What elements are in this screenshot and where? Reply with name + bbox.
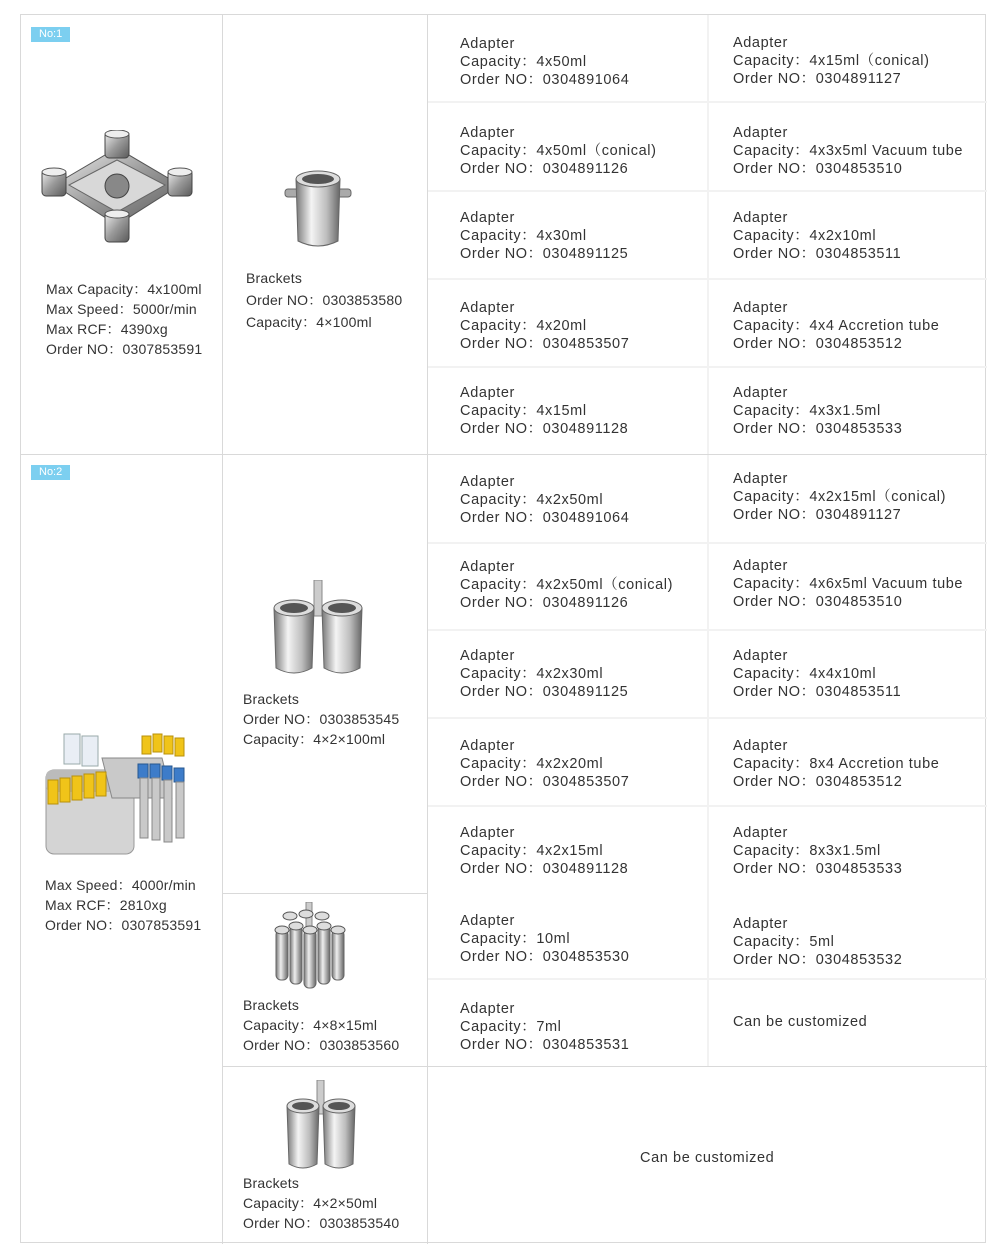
- divider: [428, 542, 987, 544]
- bracket-order-no: Order NO：0303853545: [243, 711, 400, 727]
- adapter-capacity: Capacity：4x2x50ml（conical): [460, 577, 674, 593]
- adapter-title: Adapter: [733, 471, 788, 487]
- rotor-specs: [46, 279, 202, 359]
- adapter-cell: [733, 124, 963, 178]
- adapter-title: Adapter: [460, 1001, 515, 1017]
- adapter-title: Adapter: [733, 825, 788, 841]
- adapter-cell: [733, 824, 902, 878]
- bracket-title: Brackets: [243, 997, 300, 1013]
- bracket-capacity: Capacity：4×2×50ml: [243, 1195, 378, 1211]
- adapter-title: Adapter: [733, 385, 788, 401]
- adapter-cell: [733, 384, 902, 438]
- adapter-cell: [733, 209, 901, 263]
- double-bucket-small-image: [283, 1080, 359, 1174]
- adapter-order-no: Order NO：0304853533: [733, 421, 903, 437]
- bracket-info: [246, 267, 402, 333]
- adapter-title: Adapter: [460, 559, 515, 575]
- adapter-capacity: Capacity：4x2x10ml: [733, 228, 877, 244]
- adapter-capacity: Capacity：4x50ml（conical): [460, 143, 657, 159]
- rotor-specs: [45, 875, 201, 935]
- divider: [428, 978, 987, 980]
- customizable-note: Can be customized: [640, 1150, 775, 1166]
- adapter-order-no: Order NO：0304891126: [460, 595, 629, 611]
- adapter-cell: [733, 915, 902, 969]
- divider: [428, 278, 987, 280]
- bracket-capacity: Capacity：4×100ml: [246, 314, 372, 330]
- adapter-title: Adapter: [733, 300, 788, 316]
- adapter-cell: [733, 299, 939, 353]
- double-bucket-image: [270, 580, 366, 678]
- adapter-title: Adapter: [460, 300, 515, 316]
- adapter-order-no: Order NO：0304853530: [460, 949, 630, 965]
- adapter-capacity: Capacity：4x15ml（conical): [733, 53, 930, 69]
- section-tag: No:2: [31, 465, 70, 480]
- adapter-capacity: Capacity：4x30ml: [460, 228, 587, 244]
- divider: [428, 717, 987, 719]
- adapter-capacity: Capacity：7ml: [460, 1019, 562, 1035]
- adapter-capacity: Capacity：4x2x20ml: [460, 756, 604, 772]
- swing-rotor-image: [40, 130, 195, 248]
- section-divider: [21, 454, 987, 455]
- adapter-order-no: Order NO：0304891127: [733, 71, 902, 87]
- adapter-title: Adapter: [460, 474, 515, 490]
- adapter-capacity: Capacity：4x3x1.5ml: [733, 403, 881, 419]
- adapter-cell: [733, 34, 930, 88]
- adapter-title: Adapter: [460, 385, 515, 401]
- adapter-title: Adapter: [460, 210, 515, 226]
- adapter-title: Adapter: [460, 738, 515, 754]
- divider: [707, 15, 709, 1066]
- bracket-info: [243, 995, 399, 1055]
- adapter-capacity: Capacity：5ml: [733, 934, 835, 950]
- adapter-order-no: Order NO：0304853507: [460, 774, 630, 790]
- adapter-cell: [733, 557, 963, 611]
- divider: [222, 1066, 427, 1067]
- adapter-title: Adapter: [733, 125, 788, 141]
- adapter-order-no: Order NO：0304891064: [460, 72, 630, 88]
- adapter-capacity: Capacity：8x4 Accretion tube: [733, 756, 940, 772]
- bracket-order-no: Order NO：0303853560: [243, 1037, 400, 1053]
- adapter-cell: [460, 1000, 629, 1054]
- bracket-capacity: Capacity：4×8×15ml: [243, 1017, 378, 1033]
- adapter-order-no: Order NO：0304891126: [460, 161, 629, 177]
- adapter-capacity: Capacity：4x4 Accretion tube: [733, 318, 940, 334]
- bracket-capacity: Capacity：4×2×100ml: [243, 731, 386, 747]
- adapter-cell: [460, 558, 673, 612]
- section-tag: No:1: [31, 27, 70, 42]
- adapter-cell: [460, 124, 657, 178]
- adapter-cell: [460, 737, 629, 791]
- adapter-capacity: Capacity：4x20ml: [460, 318, 587, 334]
- adapter-capacity: Capacity：4x3x5ml Vacuum tube: [733, 143, 964, 159]
- adapter-cell: [460, 824, 628, 878]
- divider: [222, 15, 223, 1244]
- adapter-capacity: Capacity：4x4x10ml: [733, 666, 877, 682]
- adapter-capacity: Capacity：4x2x15ml（conical): [733, 489, 947, 505]
- bracket-title: Brackets: [246, 270, 303, 286]
- max-speed: Max Speed：5000r/min: [46, 301, 197, 317]
- adapter-title: Adapter: [733, 558, 788, 574]
- adapter-title: Adapter: [460, 36, 515, 52]
- adapter-capacity: Capacity：4x2x50ml: [460, 492, 604, 508]
- adapter-capacity: Capacity：4x2x15ml: [460, 843, 604, 859]
- adapter-order-no: Order NO：0304891128: [460, 421, 629, 437]
- customizable-note: Can be customized: [733, 1014, 868, 1030]
- order-no: Order NO：0307853591: [46, 341, 203, 357]
- adapter-cell: [460, 912, 629, 966]
- adapter-cell: [460, 473, 629, 527]
- adapter-capacity: Capacity：4x6x5ml Vacuum tube: [733, 576, 964, 592]
- bracket-info: [243, 1173, 399, 1233]
- bracket-title: Brackets: [243, 1175, 300, 1191]
- adapter-order-no: Order NO：0304853507: [460, 336, 630, 352]
- adapter-capacity: Capacity：4x2x30ml: [460, 666, 604, 682]
- max-rcf: Max RCF：2810xg: [45, 897, 167, 913]
- adapter-order-no: Order NO：0304853510: [733, 594, 903, 610]
- bracket-order-no: Order NO：0303853540: [243, 1215, 400, 1231]
- adapter-cell: [460, 35, 629, 89]
- adapter-title: Adapter: [733, 35, 788, 51]
- max-speed: Max Speed：4000r/min: [45, 877, 196, 893]
- adapter-title: Adapter: [733, 210, 788, 226]
- adapter-order-no: Order NO：0304891064: [460, 510, 630, 526]
- bracket-info: [243, 689, 399, 749]
- adapter-capacity: Capacity：10ml: [460, 931, 571, 947]
- adapter-capacity: Capacity：8x3x1.5ml: [733, 843, 881, 859]
- bracket-title: Brackets: [243, 691, 300, 707]
- divider: [428, 629, 987, 631]
- adapter-capacity: Capacity：4x50ml: [460, 54, 587, 70]
- multi-tube-bucket-image: [272, 902, 348, 990]
- adapter-order-no: Order NO：0304853510: [733, 161, 903, 177]
- adapter-cell: [460, 384, 628, 438]
- adapter-order-no: Order NO：0304891128: [460, 861, 629, 877]
- adapter-title: Adapter: [733, 648, 788, 664]
- adapter-order-no: Order NO：0304853532: [733, 952, 903, 968]
- rotor-with-tubes-image: [42, 728, 197, 858]
- adapter-title: Adapter: [460, 125, 515, 141]
- adapter-cell: [733, 737, 939, 791]
- divider: [222, 893, 427, 894]
- divider: [428, 101, 987, 103]
- bracket-order-no: Order NO：0303853580: [246, 292, 403, 308]
- divider: [427, 1066, 987, 1067]
- adapter-order-no: Order NO：0304853533: [733, 861, 903, 877]
- adapter-title: Adapter: [460, 913, 515, 929]
- bucket-image: [283, 167, 353, 251]
- order-no: Order NO：0307853591: [45, 917, 202, 933]
- adapter-order-no: Order NO：0304853512: [733, 774, 903, 790]
- max-rcf: Max RCF：4390xg: [46, 321, 168, 337]
- adapter-title: Adapter: [460, 648, 515, 664]
- adapter-title: Adapter: [733, 916, 788, 932]
- adapter-order-no: Order NO：0304853511: [733, 246, 902, 262]
- divider: [428, 190, 987, 192]
- adapter-title: Adapter: [460, 825, 515, 841]
- adapter-cell: [460, 209, 628, 263]
- adapter-capacity: Capacity：4x15ml: [460, 403, 587, 419]
- adapter-order-no: Order NO：0304891125: [460, 246, 629, 262]
- adapter-cell: [733, 470, 946, 524]
- divider: [428, 805, 987, 807]
- adapter-order-no: Order NO：0304853512: [733, 336, 903, 352]
- adapter-order-no: Order NO：0304891127: [733, 507, 902, 523]
- divider: [428, 366, 987, 368]
- adapter-cell: [733, 647, 901, 701]
- adapter-title: Adapter: [733, 738, 788, 754]
- adapter-order-no: Order NO：0304891125: [460, 684, 629, 700]
- max-capacity: Max Capacity：4x100ml: [46, 281, 202, 297]
- adapter-cell: [460, 299, 629, 353]
- adapter-order-no: Order NO：0304853511: [733, 684, 902, 700]
- adapter-cell: [460, 647, 628, 701]
- adapter-order-no: Order NO：0304853531: [460, 1037, 630, 1053]
